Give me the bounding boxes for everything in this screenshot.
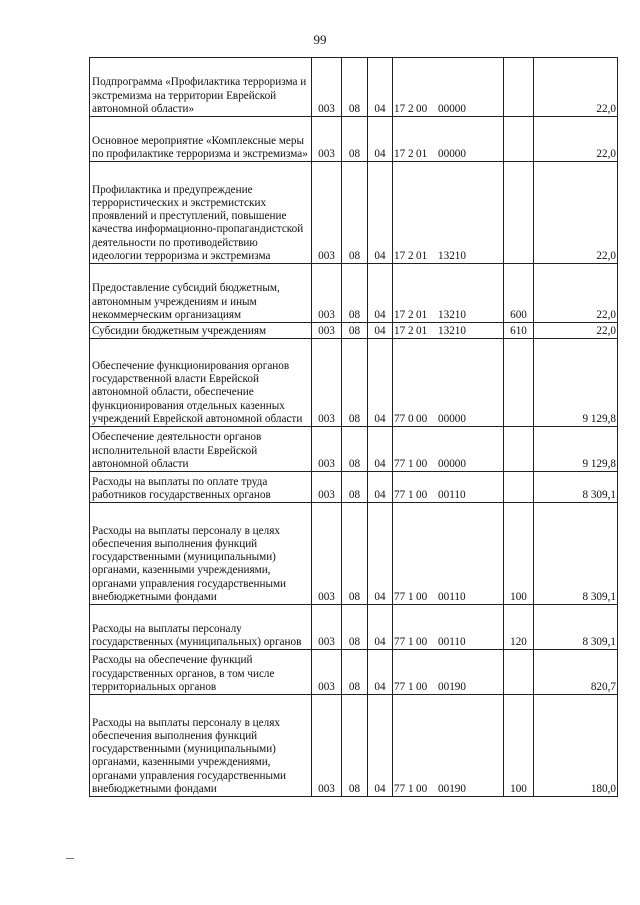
- direction-code: 13210: [438, 324, 466, 337]
- main-event-code: 00: [416, 782, 428, 795]
- table-row: [90, 650, 618, 695]
- row-name: Обеспечение деятельности органов исполнительной власти Еврейской автономной области: [90, 427, 312, 472]
- table-row: [90, 472, 618, 503]
- section-code: 08: [342, 472, 368, 503]
- section-code: 08: [342, 323, 368, 339]
- row-name: Обеспечение функционирования органов государственной власти Еврейской автономной области, обеспечение функционирования отдельных казенных учреждений Еврейской автономной области: [90, 339, 312, 427]
- expense-type-code: [504, 339, 534, 427]
- direction-code: 00110: [438, 488, 466, 501]
- target-code: [393, 117, 504, 162]
- amount: 22,0: [534, 117, 618, 162]
- expense-type-code: [504, 117, 534, 162]
- row-name: Расходы на выплаты по оплате труда работников государственных органов: [90, 472, 312, 503]
- table-row: [90, 503, 618, 605]
- expense-type-code: 100: [504, 695, 534, 797]
- ministry-code: 003: [312, 339, 342, 427]
- table-row: [90, 605, 618, 650]
- row-name: Предоставление субсидий бюджетным, автономным учреждениям и иным некоммерческим организациям: [90, 264, 312, 323]
- amount: 8 309,1: [534, 503, 618, 605]
- ministry-code: 003: [312, 162, 342, 264]
- scan-mark: [66, 858, 74, 859]
- ministry-code: 003: [312, 650, 342, 695]
- main-event-code: 01: [416, 308, 428, 321]
- direction-code: 00190: [438, 680, 466, 693]
- direction-code: 00000: [438, 412, 466, 425]
- target-code: [393, 695, 504, 797]
- subsection-code: 04: [368, 472, 393, 503]
- direction-code: 13210: [438, 308, 466, 321]
- program-code: 17: [394, 147, 406, 160]
- amount: 820,7: [534, 650, 618, 695]
- target-code: [393, 58, 504, 117]
- amount: 22,0: [534, 58, 618, 117]
- subsection-code: 04: [368, 503, 393, 605]
- section-code: 08: [342, 339, 368, 427]
- target-code: [393, 605, 504, 650]
- target-code: [393, 339, 504, 427]
- expense-type-code: 610: [504, 323, 534, 339]
- section-code: 08: [342, 117, 368, 162]
- program-code: 17: [394, 249, 406, 262]
- amount: 9 129,8: [534, 339, 618, 427]
- program-code: 77: [394, 457, 406, 470]
- expense-type-code: [504, 472, 534, 503]
- main-event-code: 01: [416, 324, 428, 337]
- target-code: [393, 427, 504, 472]
- subsection-code: 04: [368, 427, 393, 472]
- row-name: Расходы на выплаты персоналу государственных (муниципальных) органов: [90, 605, 312, 650]
- section-code: 08: [342, 695, 368, 797]
- ministry-code: 003: [312, 427, 342, 472]
- target-code: [393, 503, 504, 605]
- subsection-code: 04: [368, 162, 393, 264]
- ministry-code: 003: [312, 323, 342, 339]
- program-code: 77: [394, 680, 406, 693]
- table-row: [90, 162, 618, 264]
- expense-type-code: 120: [504, 605, 534, 650]
- expense-type-code: 600: [504, 264, 534, 323]
- row-name: Расходы на выплаты персоналу в целях обеспечения выполнения функций государственными (муниципальными) органами, казенными учреждениями, органами управления государственными внебюджетными фондами: [90, 695, 312, 797]
- main-event-code: 00: [416, 488, 428, 501]
- subprogram-code: 1: [408, 488, 414, 501]
- subsection-code: 04: [368, 264, 393, 323]
- table-row: [90, 695, 618, 797]
- direction-code: 00000: [438, 102, 466, 115]
- subsection-code: 04: [368, 323, 393, 339]
- target-code: [393, 323, 504, 339]
- ministry-code: 003: [312, 605, 342, 650]
- subprogram-code: 1: [408, 590, 414, 603]
- row-name: Расходы на обеспечение функций государственных органов, в том числе территориальных органов: [90, 650, 312, 695]
- subsection-code: 04: [368, 117, 393, 162]
- ministry-code: 003: [312, 58, 342, 117]
- row-name: Профилактика и предупреждение террористических и экстремистских проявлений и преступлений, повышение качества информационно-пропагандистской деятельности по противодействию идеологии терроризма и экстремизма: [90, 162, 312, 264]
- section-code: 08: [342, 650, 368, 695]
- target-code: [393, 650, 504, 695]
- row-name: Расходы на выплаты персоналу в целях обеспечения выполнения функций государственными (муниципальными) органами, казенными учреждениями, органами управления государственными внебюджетными фондами: [90, 503, 312, 605]
- row-name: Субсидии бюджетным учреждениям: [90, 323, 312, 339]
- subprogram-code: 0: [408, 412, 414, 425]
- table-row: [90, 58, 618, 117]
- main-event-code: 00: [416, 680, 428, 693]
- program-code: 17: [394, 324, 406, 337]
- section-code: 08: [342, 264, 368, 323]
- target-code: [393, 472, 504, 503]
- subprogram-code: 2: [408, 249, 414, 262]
- table-row: [90, 323, 618, 339]
- ministry-code: 003: [312, 695, 342, 797]
- amount: 22,0: [534, 162, 618, 264]
- section-code: 08: [342, 427, 368, 472]
- direction-code: 00110: [438, 590, 466, 603]
- direction-code: 13210: [438, 249, 466, 262]
- amount: 22,0: [534, 264, 618, 323]
- direction-code: 00000: [438, 147, 466, 160]
- subprogram-code: 2: [408, 147, 414, 160]
- program-code: 77: [394, 590, 406, 603]
- subprogram-code: 2: [408, 102, 414, 115]
- table-row: [90, 117, 618, 162]
- main-event-code: 00: [416, 635, 428, 648]
- subsection-code: 04: [368, 58, 393, 117]
- subsection-code: 04: [368, 695, 393, 797]
- section-code: 08: [342, 58, 368, 117]
- subprogram-code: 1: [408, 457, 414, 470]
- main-event-code: 01: [416, 147, 428, 160]
- subprogram-code: 1: [408, 782, 414, 795]
- row-name: Подпрограмма «Профилактика терроризма и экстремизма на территории Еврейской автономной области»: [90, 58, 312, 117]
- program-code: 77: [394, 782, 406, 795]
- amount: 8 309,1: [534, 472, 618, 503]
- subsection-code: 04: [368, 650, 393, 695]
- target-code: [393, 162, 504, 264]
- subprogram-code: 2: [408, 324, 414, 337]
- main-event-code: 00: [416, 412, 428, 425]
- expense-type-code: 100: [504, 503, 534, 605]
- main-event-code: 00: [416, 590, 428, 603]
- main-event-code: 00: [416, 457, 428, 470]
- subprogram-code: 2: [408, 308, 414, 321]
- table-row: [90, 339, 618, 427]
- table-row: [90, 427, 618, 472]
- program-code: 17: [394, 308, 406, 321]
- expense-type-code: [504, 650, 534, 695]
- subsection-code: 04: [368, 339, 393, 427]
- direction-code: 00190: [438, 782, 466, 795]
- target-code: [393, 264, 504, 323]
- subprogram-code: 1: [408, 680, 414, 693]
- program-code: 17: [394, 102, 406, 115]
- section-code: 08: [342, 605, 368, 650]
- ministry-code: 003: [312, 264, 342, 323]
- program-code: 77: [394, 488, 406, 501]
- program-code: 77: [394, 635, 406, 648]
- program-code: 77: [394, 412, 406, 425]
- subsection-code: 04: [368, 605, 393, 650]
- expense-type-code: [504, 58, 534, 117]
- row-name: Основное мероприятие «Комплексные меры по профилактике терроризма и экстремизма»: [90, 117, 312, 162]
- section-code: 08: [342, 162, 368, 264]
- page-number: 99: [313, 32, 327, 47]
- section-code: 08: [342, 503, 368, 605]
- subprogram-code: 1: [408, 635, 414, 648]
- amount: 180,0: [534, 695, 618, 797]
- budget-table: [89, 57, 618, 797]
- ministry-code: 003: [312, 503, 342, 605]
- amount: 9 129,8: [534, 427, 618, 472]
- expense-type-code: [504, 427, 534, 472]
- expense-type-code: [504, 162, 534, 264]
- amount: 8 309,1: [534, 605, 618, 650]
- ministry-code: 003: [312, 472, 342, 503]
- table-row: [90, 264, 618, 323]
- main-event-code: 01: [416, 249, 428, 262]
- ministry-code: 003: [312, 117, 342, 162]
- direction-code: 00000: [438, 457, 466, 470]
- direction-code: 00110: [438, 635, 466, 648]
- amount: 22,0: [534, 323, 618, 339]
- main-event-code: 00: [416, 102, 428, 115]
